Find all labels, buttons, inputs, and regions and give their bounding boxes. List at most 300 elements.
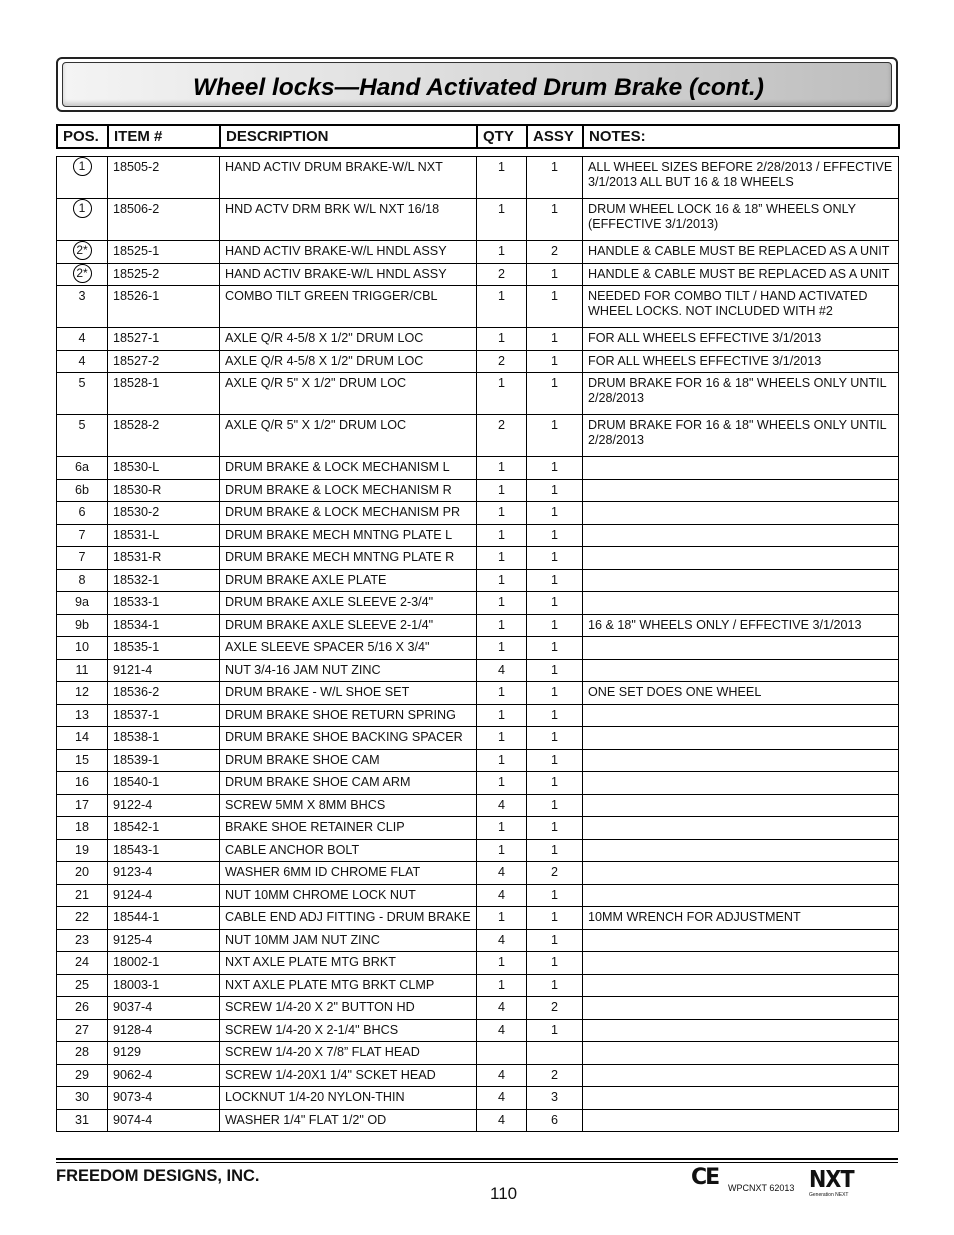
cell-assy — [527, 884, 583, 907]
cell-pos-text: 4 — [78, 353, 86, 368]
cell-pos — [57, 952, 108, 975]
cell-description — [220, 1087, 477, 1110]
cell-description — [220, 350, 477, 373]
cell-item-text: 18537-1 — [113, 707, 160, 722]
cell-assy — [527, 502, 583, 525]
page-title: Wheel locks—Hand Activated Drum Brake (cont.) — [193, 74, 764, 101]
cell-description — [220, 839, 477, 862]
cell-pos — [57, 772, 108, 795]
cell-notes — [583, 907, 899, 930]
cell-assy-text: 1 — [550, 842, 558, 857]
cell-qty-text: 1 — [497, 289, 505, 303]
cell-notes — [583, 637, 899, 660]
cell-notes-text — [583, 772, 898, 775]
cell-pos — [57, 929, 108, 952]
cell-assy-text: 1 — [550, 160, 558, 174]
cell-notes-text — [583, 525, 898, 528]
cell-description-text: HAND ACTIV DRUM BRAKE-W/L NXT — [225, 160, 443, 174]
cell-notes — [583, 263, 899, 286]
cell-notes-text — [583, 1042, 898, 1045]
cell-item-text: 18526-1 — [113, 289, 160, 303]
col-header-pos: POS. — [57, 125, 108, 148]
cell-qty — [477, 524, 527, 547]
pos-circle-badge: 1 — [73, 157, 92, 176]
cell-qty — [477, 772, 527, 795]
cell-qty — [477, 263, 527, 286]
table-row — [57, 682, 899, 705]
cell-pos-text: 4 — [78, 331, 86, 345]
cell-qty-text: 1 — [497, 820, 505, 834]
cell-item — [108, 286, 220, 328]
cell-description-text: DRUM BRAKE MECH MNTNG PLATE L — [225, 527, 453, 542]
cell-assy-text: 2 — [550, 865, 558, 879]
cell-qty-text: 1 — [497, 617, 505, 632]
cell-assy-text: 3 — [550, 1090, 558, 1104]
cell-item — [108, 1109, 220, 1132]
cell-description-text: COMBO TILT GREEN TRIGGER/CBL — [225, 289, 438, 303]
cell-pos — [57, 157, 108, 199]
cell-item-text: 9037-4 — [113, 1000, 153, 1014]
cell-pos — [57, 241, 108, 264]
cell-item-text: 18544-1 — [113, 910, 160, 924]
cell-pos-text: 25 — [74, 977, 89, 992]
table-row — [57, 569, 899, 592]
cell-item — [108, 929, 220, 952]
cell-item-text: 9121-4 — [113, 662, 153, 677]
cell-assy-text: 1 — [550, 289, 558, 303]
cell-assy — [527, 157, 583, 199]
cell-assy — [527, 350, 583, 373]
cell-item — [108, 1019, 220, 1042]
cell-qty-text: 4 — [497, 1000, 505, 1014]
table-row — [57, 1087, 899, 1110]
cell-notes-text — [583, 862, 898, 865]
cell-description — [220, 373, 477, 415]
cell-pos-text: 6b — [74, 482, 89, 497]
cell-pos-text: 28 — [74, 1045, 89, 1059]
cell-qty — [477, 502, 527, 525]
cell-assy — [527, 749, 583, 772]
cell-pos — [57, 373, 108, 415]
cell-description — [220, 749, 477, 772]
cell-item — [108, 328, 220, 351]
cell-description-text: SCREW 1/4-20 X 2" BUTTON HD — [225, 1000, 415, 1014]
cell-qty — [477, 569, 527, 592]
cell-qty-text: 4 — [497, 865, 505, 879]
cell-notes — [583, 772, 899, 795]
cell-assy — [527, 592, 583, 615]
cell-qty-text: 1 — [497, 160, 505, 174]
cell-notes-text — [583, 930, 898, 933]
cell-qty-text: 1 — [497, 707, 505, 722]
cell-item — [108, 350, 220, 373]
cell-item-text: 18538-1 — [113, 730, 160, 744]
cell-qty-text: 1 — [497, 595, 505, 609]
table-row — [57, 862, 899, 885]
cell-assy — [527, 199, 583, 241]
cell-item-text: 9122-4 — [113, 797, 153, 812]
cell-qty-text: 1 — [497, 685, 505, 699]
table-row — [57, 241, 899, 264]
cell-qty-text: 1 — [497, 331, 505, 345]
footer-rule-thin — [56, 1162, 898, 1163]
cell-pos-text: 6 — [78, 505, 86, 519]
cell-notes-text — [583, 885, 898, 888]
cell-qty — [477, 997, 527, 1020]
cell-description-text: DRUM BRAKE AXLE SLEEVE 2-1/4" — [225, 617, 434, 632]
cell-assy-text: 1 — [550, 640, 558, 654]
cell-pos — [57, 614, 108, 637]
cell-assy-text: 1 — [550, 820, 558, 834]
cell-item — [108, 637, 220, 660]
cell-description-text: NXT AXLE PLATE MTG BRKT — [225, 955, 396, 969]
cell-pos-text: 10 — [74, 640, 89, 654]
cell-description-text: WASHER 6MM ID CHROME FLAT — [225, 865, 421, 879]
cell-pos — [57, 547, 108, 570]
cell-qty — [477, 952, 527, 975]
cell-pos-text: 3 — [78, 289, 86, 303]
table-row — [57, 350, 899, 373]
cell-description-text: WASHER 1/4" FLAT 1/2" OD — [225, 1112, 387, 1127]
cell-notes — [583, 157, 899, 199]
cell-notes-text: HANDLE & CABLE MUST BE REPLACED AS A UNIT — [588, 244, 890, 258]
cell-description — [220, 862, 477, 885]
cell-notes-text: HANDLE & CABLE MUST BE REPLACED AS A UNIT — [588, 266, 890, 281]
cell-item — [108, 682, 220, 705]
cell-item — [108, 884, 220, 907]
table-row — [57, 794, 899, 817]
cell-notes — [583, 794, 899, 817]
cell-notes-text — [583, 1087, 898, 1090]
cell-qty — [477, 794, 527, 817]
cell-description — [220, 547, 477, 570]
cell-qty-text: 4 — [497, 1090, 505, 1104]
cell-assy-text: 1 — [550, 202, 558, 216]
cell-description — [220, 637, 477, 660]
cell-assy — [527, 817, 583, 840]
pos-circle-badge: 2* — [73, 241, 92, 260]
cell-item-text: 18532-1 — [113, 572, 160, 587]
cell-qty — [477, 1109, 527, 1132]
cell-assy-text: 1 — [550, 418, 558, 432]
cell-item-text: 9062-4 — [113, 1067, 153, 1082]
table-row — [57, 524, 899, 547]
cell-notes-text — [583, 637, 898, 640]
cell-assy — [527, 862, 583, 885]
cell-assy — [527, 1019, 583, 1042]
cell-description — [220, 524, 477, 547]
cell-qty-text: 1 — [497, 527, 505, 542]
cell-description-text: DRUM BRAKE & LOCK MECHANISM PR — [225, 505, 461, 519]
cell-description — [220, 1064, 477, 1087]
cell-notes-text — [583, 1020, 898, 1023]
cell-pos — [57, 749, 108, 772]
cell-notes — [583, 479, 899, 502]
cell-assy-text: 1 — [550, 550, 558, 564]
cell-assy-text: 1 — [550, 1022, 558, 1037]
cell-item-text: 9129 — [113, 1045, 142, 1059]
cell-qty — [477, 592, 527, 615]
cell-qty — [477, 907, 527, 930]
cell-qty — [477, 547, 527, 570]
cell-qty-text: 1 — [497, 202, 505, 216]
cell-item — [108, 704, 220, 727]
table-row — [57, 817, 899, 840]
table-row — [57, 199, 899, 241]
table-row — [57, 415, 899, 457]
table-row — [57, 727, 899, 750]
cell-assy — [527, 772, 583, 795]
cell-notes — [583, 1064, 899, 1087]
cell-qty-text: 1 — [497, 244, 505, 258]
cell-assy — [527, 682, 583, 705]
cell-item — [108, 547, 220, 570]
cell-assy-text: 1 — [550, 266, 558, 281]
cell-qty-text: 4 — [497, 1022, 505, 1037]
table-row — [57, 263, 899, 286]
cell-description — [220, 727, 477, 750]
cell-item — [108, 839, 220, 862]
col-header-description: DESCRIPTION — [220, 125, 477, 148]
cell-assy — [527, 637, 583, 660]
cell-notes-text — [583, 727, 898, 730]
cell-qty — [477, 659, 527, 682]
table-row — [57, 373, 899, 415]
cell-assy — [527, 929, 583, 952]
cell-qty — [477, 704, 527, 727]
cell-assy-text: 2 — [550, 1067, 558, 1082]
cell-pos — [57, 727, 108, 750]
cell-description-text: NXT AXLE PLATE MTG BRKT CLMP — [225, 977, 435, 992]
cell-assy — [527, 457, 583, 480]
cell-pos — [57, 794, 108, 817]
cell-pos — [57, 997, 108, 1020]
cell-notes — [583, 328, 899, 351]
cell-assy-text: 1 — [550, 460, 558, 474]
cell-qty — [477, 457, 527, 480]
cell-notes — [583, 592, 899, 615]
cell-pos-text: 5 — [78, 418, 86, 432]
cell-description — [220, 286, 477, 328]
cell-assy-text: 1 — [550, 977, 558, 992]
cell-pos — [57, 1109, 108, 1132]
cell-qty — [477, 614, 527, 637]
cell-notes-text: FOR ALL WHEELS EFFECTIVE 3/1/2013 — [588, 331, 822, 345]
cell-assy — [527, 907, 583, 930]
cell-qty-text: 4 — [497, 887, 505, 902]
cell-notes-text: FOR ALL WHEELS EFFECTIVE 3/1/2013 — [588, 353, 822, 368]
cell-pos-text: 16 — [74, 775, 89, 789]
cell-notes — [583, 524, 899, 547]
cell-description-text: HAND ACTIV BRAKE-W/L HNDL ASSY — [225, 266, 447, 281]
cell-notes — [583, 547, 899, 570]
cell-assy — [527, 286, 583, 328]
cell-qty — [477, 286, 527, 328]
cell-item-text: 18539-1 — [113, 752, 160, 767]
cell-qty — [477, 1019, 527, 1042]
cell-assy-text: 6 — [550, 1112, 558, 1127]
cell-description-text: AXLE Q/R 4-5/8 X 1/2" DRUM LOC — [225, 331, 424, 345]
cell-description-text: DRUM BRAKE & LOCK MECHANISM L — [225, 460, 450, 474]
table-row — [57, 884, 899, 907]
table-row — [57, 614, 899, 637]
cell-item — [108, 862, 220, 885]
cell-notes-text: DRUM WHEEL LOCK 16 & 18” WHEELS ONLY (EFFECTIVE 3/1/2013) — [588, 202, 856, 231]
cell-qty — [477, 157, 527, 199]
cell-assy-text: 1 — [550, 955, 558, 969]
cell-pos — [57, 350, 108, 373]
cell-assy-text: 1 — [550, 775, 558, 789]
cell-assy — [527, 263, 583, 286]
cell-notes — [583, 727, 899, 750]
cell-notes — [583, 952, 899, 975]
table-row — [57, 929, 899, 952]
cell-description — [220, 157, 477, 199]
cell-pos-text: 13 — [74, 707, 89, 722]
col-header-assy: ASSY — [527, 125, 583, 148]
cell-qty-text: 1 — [497, 752, 505, 767]
cell-pos-text: 31 — [74, 1112, 89, 1127]
cell-assy — [527, 524, 583, 547]
table-row — [57, 997, 899, 1020]
cell-notes — [583, 373, 899, 415]
cell-qty — [477, 749, 527, 772]
cell-notes — [583, 1087, 899, 1110]
cell-item — [108, 263, 220, 286]
cell-qty-text: 1 — [497, 376, 505, 390]
table-row — [57, 502, 899, 525]
cell-assy — [527, 241, 583, 264]
cell-assy — [527, 614, 583, 637]
cell-assy — [527, 659, 583, 682]
cell-qty-text: 1 — [497, 550, 505, 564]
table-row — [57, 637, 899, 660]
cell-notes-text — [583, 817, 898, 820]
cell-notes-text — [583, 660, 898, 663]
cell-notes — [583, 884, 899, 907]
cell-qty — [477, 373, 527, 415]
cell-item — [108, 997, 220, 1020]
cell-pos — [57, 263, 108, 286]
cell-notes — [583, 997, 899, 1020]
cell-description — [220, 328, 477, 351]
cell-notes-text — [583, 1110, 898, 1113]
cell-pos-text: 26 — [74, 1000, 89, 1014]
cell-qty-text: 4 — [497, 662, 505, 677]
cell-qty — [477, 727, 527, 750]
parts-table — [56, 156, 899, 1132]
cell-assy-text: 1 — [550, 376, 558, 390]
cell-item-text: 18533-1 — [113, 595, 160, 609]
cell-pos-text: 6a — [74, 460, 89, 474]
cell-item — [108, 772, 220, 795]
cell-item — [108, 199, 220, 241]
cell-item-text: 18506-2 — [113, 202, 160, 216]
pos-circle-badge: 2* — [73, 264, 92, 283]
cell-pos-text: 8 — [78, 572, 86, 587]
cell-description — [220, 952, 477, 975]
cell-description-text: NUT 10MM CHROME LOCK NUT — [225, 887, 416, 902]
cell-pos-text: 20 — [74, 865, 89, 879]
cell-pos — [57, 839, 108, 862]
cell-pos-text: 9a — [74, 595, 89, 609]
table-row — [57, 547, 899, 570]
cell-notes — [583, 241, 899, 264]
cell-description-text: AXLE Q/R 5" X 1/2" DRUM LOC — [225, 376, 407, 390]
cell-item — [108, 241, 220, 264]
cell-notes — [583, 457, 899, 480]
cell-notes-text: DRUM BRAKE FOR 16 & 18" WHEELS ONLY UNTIL 2/28/2013 — [588, 418, 887, 447]
cell-notes-text — [583, 570, 898, 573]
cell-assy-text: 2 — [550, 1000, 558, 1014]
cell-item — [108, 1042, 220, 1065]
cell-pos-text: 19 — [74, 842, 89, 857]
parts-table-header — [56, 124, 900, 149]
cell-assy — [527, 727, 583, 750]
cell-qty — [477, 199, 527, 241]
cell-notes-text — [583, 547, 898, 550]
table-row — [57, 1064, 899, 1087]
cell-qty-text: 1 — [497, 572, 505, 587]
cell-item-text: 9128-4 — [113, 1022, 153, 1037]
cell-item — [108, 749, 220, 772]
cell-item-text: 9123-4 — [113, 865, 153, 879]
cell-item-text: 18525-2 — [113, 266, 160, 281]
cell-item-text: 9073-4 — [113, 1090, 153, 1104]
cell-item-text: 18525-1 — [113, 244, 160, 258]
cell-description-text: DRUM BRAKE AXLE PLATE — [225, 572, 387, 587]
cell-description — [220, 241, 477, 264]
cell-pos — [57, 328, 108, 351]
cell-description — [220, 1019, 477, 1042]
cell-pos — [57, 637, 108, 660]
cell-pos — [57, 1087, 108, 1110]
cell-pos — [57, 502, 108, 525]
cell-assy-text: 1 — [550, 505, 558, 519]
cell-notes — [583, 817, 899, 840]
cell-item-text: 18540-1 — [113, 775, 160, 789]
document-code: WPCNXT 62013 — [728, 1183, 795, 1193]
cell-assy-text: 1 — [550, 752, 558, 767]
cell-description-text: DRUM BRAKE MECH MNTNG PLATE R — [225, 550, 455, 564]
cell-pos-text: 27 — [74, 1022, 89, 1037]
cell-qty-text: 4 — [497, 932, 505, 947]
cell-item — [108, 373, 220, 415]
cell-description-text: AXLE Q/R 5" X 1/2" DRUM LOC — [225, 418, 407, 432]
cell-item-text: 18528-2 — [113, 418, 160, 432]
cell-pos-text: 18 — [74, 820, 89, 834]
cell-assy — [527, 952, 583, 975]
cell-qty-text: 1 — [497, 775, 505, 789]
cell-qty-text: 1 — [497, 977, 505, 992]
cell-description-text: DRUM BRAKE AXLE SLEEVE 2-3/4" — [225, 595, 434, 609]
cell-item — [108, 614, 220, 637]
cell-assy-text: 1 — [550, 730, 558, 744]
cell-assy — [527, 974, 583, 997]
cell-description — [220, 929, 477, 952]
cell-item-text: 18535-1 — [113, 640, 160, 654]
cell-pos-text: 7 — [78, 527, 86, 542]
cell-pos — [57, 479, 108, 502]
table-row — [57, 704, 899, 727]
cell-assy-text — [527, 1042, 582, 1045]
footer-rule-thick — [56, 1158, 898, 1160]
cell-assy — [527, 569, 583, 592]
cell-description — [220, 199, 477, 241]
cell-item-text: 9074-4 — [113, 1112, 153, 1127]
cell-notes — [583, 659, 899, 682]
cell-qty — [477, 862, 527, 885]
